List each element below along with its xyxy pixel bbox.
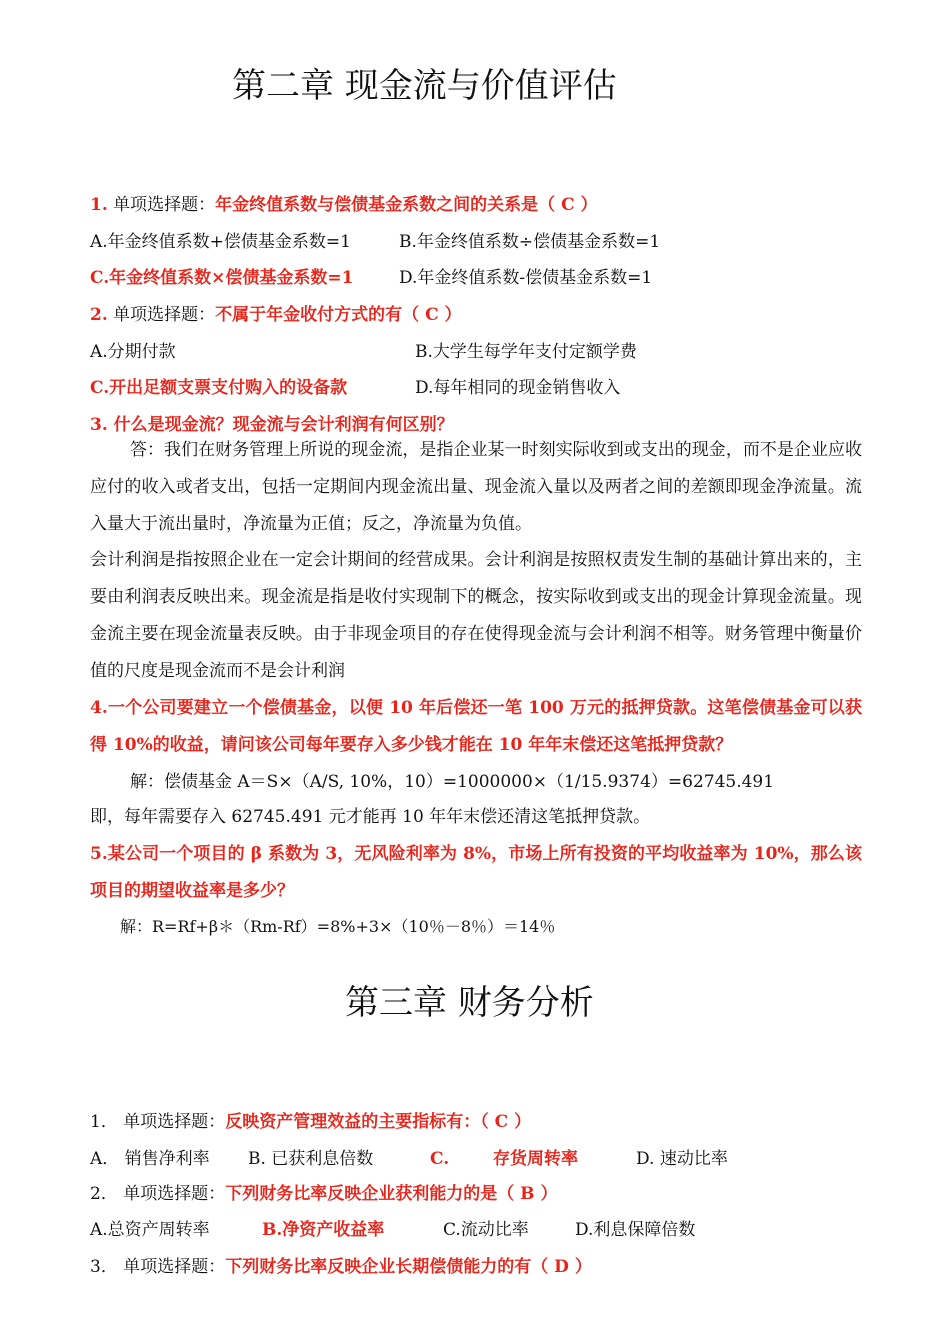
ch3-q2-type: 单项选择题： xyxy=(117,1184,226,1204)
ch2-q2-opt-c: C.开出足额支票支付购入的设备款 xyxy=(90,378,348,398)
ch2-q4-stem: 4.一个公司要建立一个偿债基金，以便 10 年后偿还一笔 100 万元的抵押贷款。这笔偿债基金可以获得 10%的收益，请问该公司每年要存入多少钱才能在 10 年年末偿还这笔抵押贷款？ xyxy=(90,698,862,755)
ch3-q2-opt-a: A.总资产周转率 xyxy=(90,1220,210,1240)
ch2-q3-answer-p1: 答：我们在财务管理上所说的现金流，是指企业某一时刻实际收到或支出的现金，而不是企业应收应付的收入或者支出，包括一定期间内现金流出量、现金流入量以及两者之间的差额即现金净流量。流入量大于流出量时，净流量为正值；反之，净流量为负值。 xyxy=(90,440,862,534)
ch2-q2-num: 2. xyxy=(90,305,108,325)
ch3-q3-stem: 下列财务比率反映企业长期偿债能力的有（ D ） xyxy=(225,1257,592,1277)
ch3-q1-opt-a: A． 销售净利率 xyxy=(90,1149,210,1169)
ch3-q1-num: 1． xyxy=(90,1112,118,1132)
ch2-q5-stem: 5.某公司一个项目的 β 系数为 3，无风险利率为 8%，市场上所有投资的平均收益率为 10%，那么该项目的期望收益率是多少？ xyxy=(90,844,862,901)
ch2-q2-opt-d: D.每年相同的现金销售收入 xyxy=(415,378,621,398)
ch3-q2-opt-c: C.流动比率 xyxy=(443,1220,529,1240)
ch2-q4-solution-2: 即，每年需要存入 62745.491 元才能再 10 年年末偿还清这笔抵押贷款。 xyxy=(90,807,651,827)
ch2-q4-solution-1: 解：偿债基金 A＝S×（A/S, 10%，10）=1000000×（1/15.9374）=62745.491 xyxy=(130,772,775,792)
ch3-q2-num: 2． xyxy=(90,1184,118,1204)
ch2-q3-answer-p2: 会计利润是指按照企业在一定会计期间的经营成果。会计利润是按照权责发生制的基础计算出来的，主要由利润表反映出来。现金流是指是收付实现制下的概念，按实际收到或支出的现金计算现金流量。现金流主要在现金流量表反映。由于非现金项目的存在使得现金流与会计利润不相等。财务管理中衡量价值的尺度是现金流而不是会计利润 xyxy=(90,550,862,681)
ch2-q2-opt-a: A.分期付款 xyxy=(90,342,176,362)
ch3-q2-stem: 下列财务比率反映企业获利能力的是（ B ） xyxy=(225,1184,558,1204)
ch3-q1-opt-d: D. 速动比率 xyxy=(636,1149,728,1169)
ch2-q2-opt-b: B.大学生每学年支付定额学费 xyxy=(415,342,637,362)
ch3-q1-type: 单项选择题： xyxy=(117,1112,226,1132)
ch2-q1-opt-c: C.年金终值系数×偿债基金系数=1 xyxy=(90,268,354,288)
ch2-q1-stem: 年金终值系数与偿债基金系数之间的关系是（ C ） xyxy=(215,195,598,215)
ch2-q3-stem: 3. 什么是现金流？现金流与会计利润有何区别？ xyxy=(90,415,454,435)
ch2-q1-num: 1. xyxy=(90,195,108,215)
ch3-q2-opt-d: D.利息保障倍数 xyxy=(575,1220,696,1240)
chapter3-title: 第三章 财务分析 xyxy=(345,983,594,1023)
ch3-q2-opt-b: B.净资产收益率 xyxy=(262,1220,385,1240)
ch3-q1-stem: 反映资产管理效益的主要指标有：（ C ） xyxy=(225,1112,532,1132)
ch2-q2-line xyxy=(90,303,462,327)
ch3-q1-opt-b: B. 已获利息倍数 xyxy=(248,1149,374,1169)
ch2-q1-opt-d: D.年金终值系数-偿债基金系数=1 xyxy=(399,268,653,288)
ch3-q1-opt-c-text: 存货周转率 xyxy=(493,1149,578,1169)
ch2-q5-solution: 解：R=Rf+β＊（Rm-Rf）=8%+3×（10％－8％）＝14％ xyxy=(120,917,556,936)
ch2-q1-line xyxy=(90,193,598,217)
ch3-q1-opt-c-letter: C. xyxy=(430,1149,450,1169)
chapter2-title: 第二章 现金流与价值评估 xyxy=(232,66,617,106)
ch2-q1-opt-a: A.年金终值系数+偿债基金系数=1 xyxy=(90,232,351,252)
ch2-q2-type: 单项选择题： xyxy=(107,305,216,325)
ch3-q2-line xyxy=(90,1182,557,1206)
ch2-q2-stem: 不属于年金收付方式的有（ C ） xyxy=(215,305,462,325)
ch3-q3-line xyxy=(90,1255,592,1279)
ch2-q1-type: 单项选择题： xyxy=(107,195,216,215)
ch2-q1-options-ab xyxy=(90,230,351,254)
ch3-q1-line xyxy=(90,1110,531,1134)
ch3-q3-num: 3． xyxy=(90,1257,118,1277)
ch3-q3-type: 单项选择题： xyxy=(117,1257,226,1277)
ch2-q1-opt-b: B.年金终值系数÷偿债基金系数=1 xyxy=(399,232,661,252)
